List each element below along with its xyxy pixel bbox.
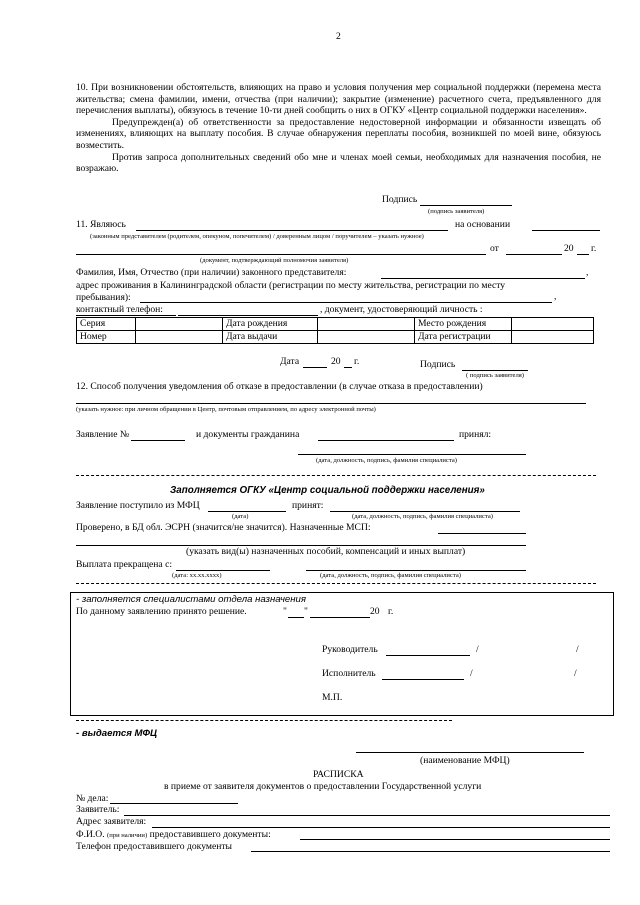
table-cell[interactable]	[512, 331, 594, 344]
role-caption: (законным представителем (родителем, опекуном, попечителем) / доверенным лицом / поручителем – указать нужное)	[90, 233, 424, 240]
applicant-address-label: Адрес заявителя:	[76, 816, 147, 827]
ogku-date-caption: (дата)	[232, 513, 249, 520]
case-no-field[interactable]	[110, 803, 238, 804]
fio-comma: ,	[586, 267, 589, 278]
mfc-title: - выдается МФЦ	[76, 728, 157, 739]
dept-exec-label: Исполнитель	[322, 668, 376, 679]
table-cell: Серия	[77, 318, 136, 331]
ogku-checked-label: Проверено, в БД обл. ЭСРН (значится/не значится). Назначенные МСП:	[76, 522, 371, 533]
authority-year-suffix: г.	[591, 243, 597, 254]
from-label: от	[490, 243, 499, 254]
statement-caption: (дата, должность, подпись, фамилия специалиста)	[316, 457, 457, 464]
address-comma: ,	[554, 291, 557, 302]
cut-line-2	[76, 583, 596, 584]
basis-label: на основании	[455, 219, 511, 230]
head-sign-field[interactable]	[386, 655, 470, 656]
statement-accepted-label: принял:	[459, 429, 492, 440]
authority-year-field[interactable]	[577, 254, 589, 255]
authority-year: 20	[564, 243, 574, 254]
table-cell[interactable]	[318, 331, 415, 344]
dept-title: - заполняется специалистами отдела назначения	[76, 594, 306, 605]
phone-field[interactable]	[178, 315, 318, 316]
submitter-fio-pre: Ф.И.О.	[76, 829, 105, 840]
table-cell: Дата регистрации	[415, 331, 512, 344]
table-cell[interactable]	[318, 318, 415, 331]
case-no-label: № дела:	[76, 793, 109, 804]
id-document-table	[76, 317, 594, 344]
applicant-field[interactable]	[124, 815, 610, 816]
role-field[interactable]	[136, 230, 448, 231]
phone-underline-left	[76, 315, 176, 316]
head-slash-1: /	[476, 644, 479, 655]
basis-field[interactable]	[532, 230, 600, 231]
address-field[interactable]	[140, 302, 552, 303]
ogku-spec-caption: (дата, должность, подпись, фамилия специалиста)	[352, 513, 493, 520]
section-10	[76, 82, 601, 175]
dept-month-field[interactable]	[310, 617, 370, 618]
dept-year-suffix: г.	[388, 606, 394, 617]
stop-spec-field[interactable]	[306, 570, 526, 571]
notification-method-field[interactable]	[76, 403, 586, 404]
date-label: Дата	[280, 356, 300, 367]
stop-date-caption: (дата: хх.хх.хххх)	[172, 572, 222, 579]
dept-head-label: Руководитель	[322, 644, 378, 655]
dept-mp: М.П.	[322, 692, 343, 703]
id-doc-label: , документ, удостоверяющий личность :	[320, 304, 483, 315]
s12-caption: (указать нужное: при личном обращении в Центр, почтовым отправлением, по адресу электронной почты)	[76, 406, 376, 413]
stop-date-field[interactable]	[176, 570, 270, 571]
mfc-name-field[interactable]	[356, 752, 584, 753]
submitter-phone-label: Телефон предоставившего документы	[76, 841, 232, 852]
phone-label: контактный телефон:	[76, 304, 163, 315]
submitter-fio-small: (при наличии)	[107, 832, 148, 839]
head-slash-2: /	[576, 644, 579, 655]
ogku-stopped-label: Выплата прекращена с:	[76, 559, 173, 570]
applicant-label: Заявитель:	[76, 804, 120, 815]
stop-spec-caption: (дата, должность, подпись, фамилия специалиста)	[320, 572, 461, 579]
statement-docs-label: и документы гражданина	[196, 429, 300, 440]
table-cell: Номер	[77, 331, 136, 344]
exec-sign-field[interactable]	[382, 679, 464, 680]
s11-lead: 11. Являюсь	[76, 219, 126, 230]
authority-doc-field[interactable]	[76, 254, 486, 255]
ogku-types-caption: (указать вид(ы) назначенных пособий, компенсаций и иных выплат)	[186, 546, 466, 557]
statement-number-field[interactable]	[131, 440, 185, 441]
dept-quote-close: "	[304, 606, 308, 617]
date-sign-field[interactable]	[462, 370, 528, 371]
authority-date-field[interactable]	[506, 254, 562, 255]
table-cell: Дата рождения	[223, 318, 318, 331]
table-cell: Дата выдачи	[223, 331, 318, 344]
dept-day-field[interactable]	[288, 617, 304, 618]
exec-slash-2: /	[574, 668, 577, 679]
paragraph-10: 10. При возникновении обстоятельств, влияющих на право и условия получения мер социальной поддержки (перемена места жительства; смена фамилии, имени, отчества (при наличии); закрытие (изменение) расчетного счета, предъявленного для перечисления выплаты), обязуюсь в течение 10-ти дней сообщить о них в ОГКУ «Центр социальной поддержки населения».	[76, 82, 601, 117]
address-label-text: адрес проживания в Калининградской области (регистрации по месту жительства, регистрации по месту пребывания):	[76, 280, 506, 303]
submitter-phone-field[interactable]	[251, 851, 610, 852]
date-year: 20	[331, 356, 341, 367]
fio-field[interactable]	[381, 278, 585, 279]
signature-line[interactable]	[420, 205, 512, 206]
citizen-name-field[interactable]	[318, 440, 454, 441]
table-cell: Место рождения	[415, 318, 512, 331]
table-cell[interactable]	[136, 318, 223, 331]
cut-line-1	[76, 475, 596, 476]
ogku-accepted-label: принят:	[292, 500, 324, 511]
date-field[interactable]	[303, 367, 327, 368]
submitter-fio-label	[76, 829, 271, 841]
s12-title: 12. Способ получения уведомления об отказе в предоставлении (в случае отказа в предоставлении)	[76, 381, 483, 392]
ogku-accepted-field[interactable]	[330, 511, 520, 512]
signature-caption: (подпись заявителя)	[428, 208, 485, 215]
date-year-field[interactable]	[344, 367, 352, 368]
mfc-name-caption: (наименование МФЦ)	[420, 755, 510, 766]
submitter-fio-post: предоставившего документы:	[149, 829, 271, 840]
date-sign-label: Подпись	[420, 359, 456, 370]
fio-label: Фамилия, Имя, Отчество (при наличии) законного представителя:	[76, 267, 347, 278]
address-label	[76, 280, 546, 303]
applicant-address-field[interactable]	[152, 827, 610, 828]
table-cell[interactable]	[136, 331, 223, 344]
msp-field[interactable]	[438, 533, 526, 534]
responsibility-paragraph: Предупрежден(а) об ответственности за предоставление недостоверной информации и обязанности извещать об изменениях, влияющих на выплату пособия. В случае обнаружения переплаты пособия, возникшей по моей вине, обязуюсь возместить.	[76, 116, 601, 151]
table-row	[77, 318, 594, 331]
statement-label: Заявление №	[76, 429, 130, 440]
consent-paragraph: Против запроса дополнительных сведений обо мне и членах моей семьи, необходимых для назначения пособия, не возражаю.	[76, 151, 601, 175]
signature-label: Подпись	[382, 194, 418, 205]
page-number: 2	[336, 31, 341, 42]
dept-year: 20	[370, 606, 380, 617]
receipt-subtitle: в приеме от заявителя документов о предоставлении Государственной услуги	[164, 781, 482, 792]
table-cell[interactable]	[512, 318, 594, 331]
dept-decision: По данному заявлению принято решение.	[76, 606, 247, 617]
table-row	[77, 331, 594, 344]
date-year-suffix: г.	[354, 356, 360, 367]
submitter-fio-field[interactable]	[300, 839, 610, 840]
authority-doc-caption: (документ, подтверждающий полномочия заявителя)	[200, 257, 349, 264]
statement-spec-field[interactable]	[298, 454, 526, 455]
receipt-title: РАСПИСКА	[313, 769, 364, 780]
date-sign-caption: ( подпись заявителя)	[466, 372, 525, 379]
ogku-received-label: Заявление поступило из МФЦ	[76, 500, 200, 511]
ogku-title: Заполняется ОГКУ «Центр социальной поддержки населения»	[170, 485, 485, 496]
ogku-received-date-field[interactable]	[208, 511, 286, 512]
exec-slash-1: /	[470, 668, 473, 679]
dept-quote-open: "	[283, 606, 287, 617]
cut-line-3	[76, 720, 452, 721]
